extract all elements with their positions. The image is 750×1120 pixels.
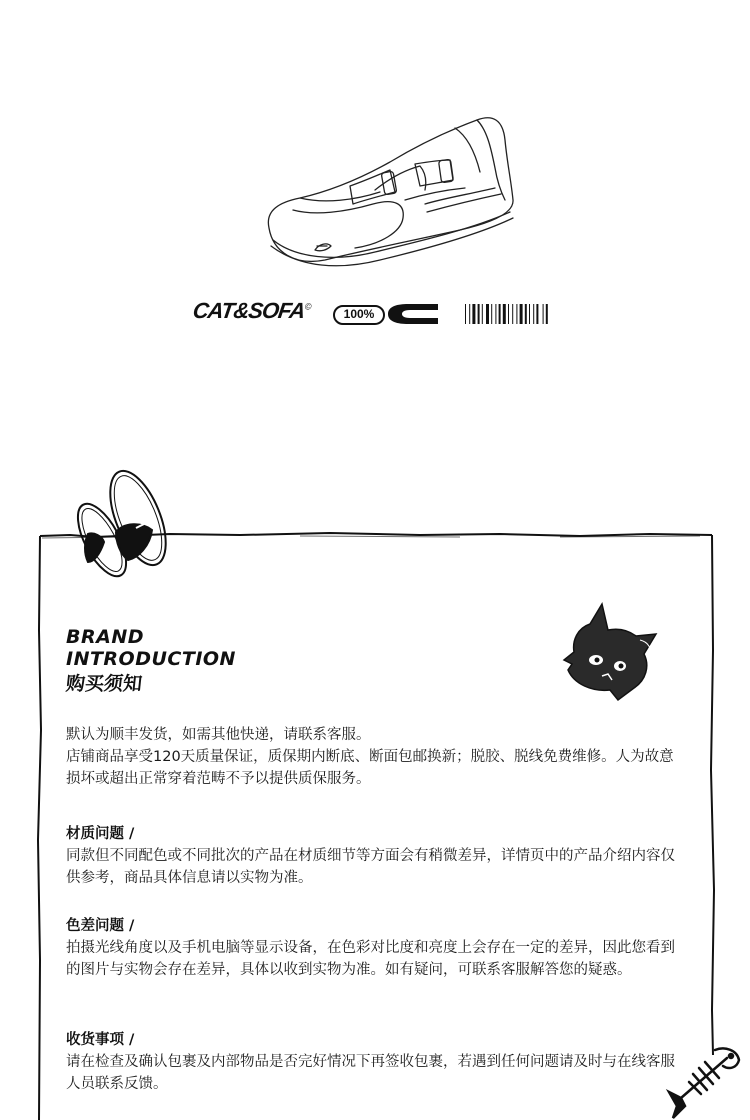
barcode-bar [478, 304, 480, 324]
section-title-material: 材质问题 / [66, 826, 135, 842]
cat-doodle-icon [562, 602, 662, 702]
title-introduction: INTRODUCTION [66, 648, 236, 670]
c-logo-icon [384, 303, 440, 325]
barcode-bar [516, 304, 517, 324]
barcode-bar [503, 304, 506, 324]
barcode-bar [508, 304, 509, 324]
intro-shipping: 默认为顺丰发货，如需其他快递，请联系客服。 [66, 727, 371, 743]
barcode-graphic [465, 304, 565, 324]
eyes-doodle-icon [72, 462, 174, 587]
barcode-bar [525, 304, 527, 324]
barcode-bar [546, 304, 548, 324]
barcode-bar [486, 304, 489, 324]
section-title-receiving: 收货事项 / [66, 1032, 135, 1048]
barcode-bar [543, 304, 544, 324]
copyright-mark: © [304, 301, 312, 312]
section-body-material: 同款但不同配色或不同批次的产品在材质细节等方面会有稍微差异，详情页中的产品介绍内容仅供参考，商品具体信息请以实物为准。 [66, 848, 675, 886]
barcode-bar [491, 304, 492, 324]
barcode-bar [533, 304, 534, 324]
barcode-bar [469, 304, 470, 324]
title-brand: BRAND [66, 626, 144, 648]
barcode-bar [520, 304, 523, 324]
barcode-bar [529, 304, 530, 324]
barcode-bar [536, 304, 538, 324]
barcode-bar [499, 304, 501, 324]
barcode-bar [472, 304, 475, 324]
shoe-sketch-icon [255, 100, 525, 275]
section-body-color: 拍摄光线角度以及手机电脑等显示设备，在色彩对比度和亮度上会存在一定的差异，因此您看到的图片与实物会存在差异，具体以收到实物为准。如有疑问，可联系客服解答您的疑惑。 [66, 940, 675, 978]
intro-warranty: 店铺商品享受120天质量保证，质保期内断底、断面包邮换新；脱胶、脱线免费维修。人为故意损坏或超出正常穿着范畴不予以提供质保服务。 [66, 749, 674, 787]
barcode-bar [495, 304, 496, 324]
brand-logo [191, 298, 312, 324]
section-body-receiving: 请在检查及确认包裹及内部物品是否完好情况下再签收包裹，若遇到任何问题请及时与在线客服人员联系反馈。 [66, 1054, 675, 1092]
section-title-color: 色差问题 / [66, 918, 135, 934]
barcode-bar [482, 304, 483, 324]
percent-badge: 100% [333, 305, 385, 325]
barcode-bar [465, 304, 466, 324]
title-purchase-notice: 购买须知 [64, 673, 144, 695]
brand-logo-text: CAT&SOFA [191, 298, 307, 323]
barcode-bar [512, 304, 513, 324]
